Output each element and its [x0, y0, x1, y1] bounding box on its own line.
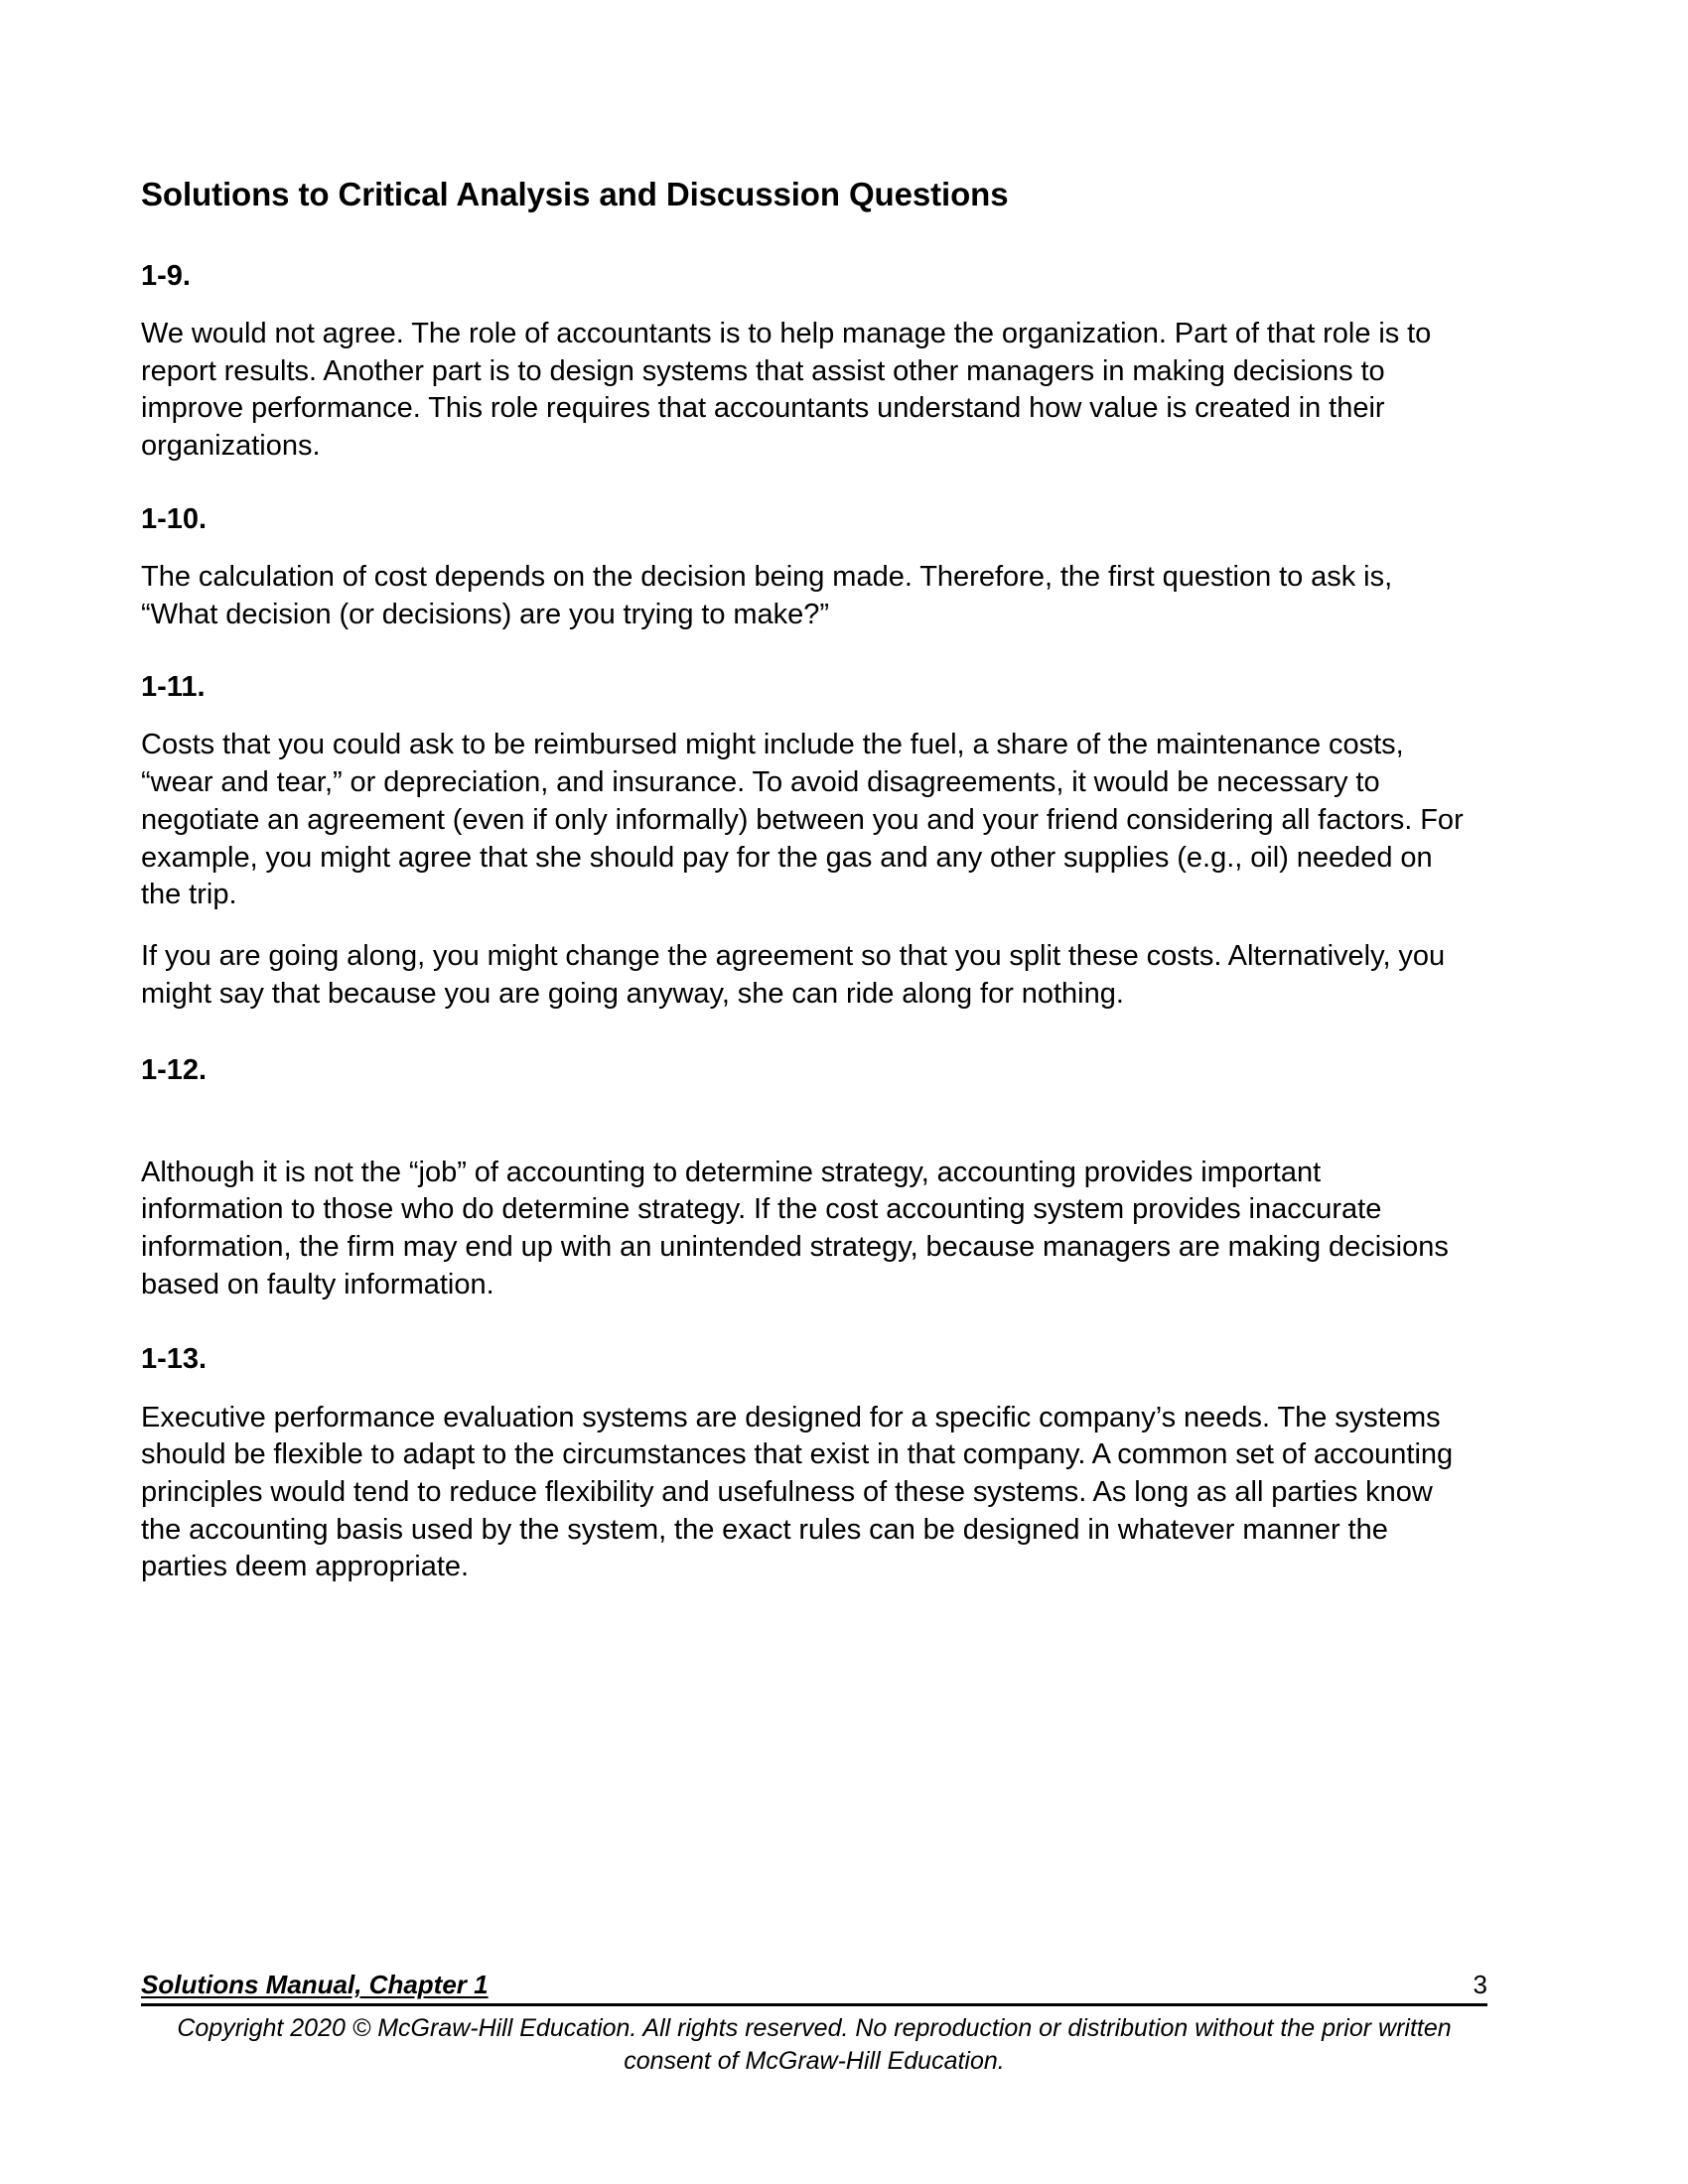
- footer-rule-line: [141, 1970, 1487, 2006]
- answer-paragraph-1-13: Executive performance evaluation systems are designed for a specific company’s needs. The systems should be flexible to adapt to the circumstances that exist in that company. A common set of accounting principles would tend to reduce flexibility and usefulness of these systems. As long as all parties know the accounting basis used by the system, the exact rules can be designed in whatever manner the parties deem appropriate.: [141, 1401, 1454, 1583]
- answer-paragraph-1-10: The calculation of cost depends on the decision being made. Therefore, the first question to ask is, “What decision (or decisions) are you trying to make?”: [141, 560, 1393, 630]
- answer-paragraph-1-11-b: If you are going along, you might change the agreement so that you split these costs. Alternatively, you might say that because you are going anyway, she can ride along for nothing.: [141, 939, 1446, 1010]
- question-number-1-9: 1-9.: [141, 259, 191, 292]
- footer-page-number: 3: [1473, 1970, 1487, 1999]
- question-number-1-10: 1-10.: [141, 502, 208, 535]
- question-section-1-13: [141, 1341, 1467, 1586]
- question-number-1-12: 1-12.: [141, 1054, 208, 1087]
- answer-paragraph-1-12: Although it is not the “job” of accounting to determine strategy, accounting provides important information to those who do determine strategy. If the cost accounting system provides inaccurate information, the firm may end up with an unintended strategy, because managers are making decisions based on faulty information.: [141, 1156, 1449, 1300]
- page-footer: [141, 1970, 1487, 2078]
- question-number-1-13: 1-13.: [141, 1343, 208, 1376]
- question-section-1-12: [141, 1052, 1467, 1303]
- document-body: [141, 175, 1467, 1622]
- answer-paragraph-1-9: We would not agree. The role of accountants is to help manage the organization. Part of that role is to report results. Another part is to design systems that assist other managers in making decisions to improve performance. This role requires that accountants understand how value is created in their organizations.: [141, 317, 1432, 462]
- footer-copyright-notice: Copyright 2020 © McGraw-Hill Education. All rights reserved. No reproduction or distribution without the prior written consent of McGraw-Hill Education.: [177, 2014, 1452, 2075]
- footer-chapter-label: Solutions Manual, Chapter 1: [141, 1970, 489, 1999]
- question-section-1-9: [141, 258, 1467, 466]
- question-section-1-11: [141, 669, 1467, 1013]
- question-section-1-10: [141, 501, 1467, 634]
- page-title: Solutions to Critical Analysis and Discussion Questions: [141, 176, 1009, 212]
- answer-paragraph-1-11-a: Costs that you could ask to be reimbursed might include the fuel, a share of the maintenance costs, “wear and tear,” or depreciation, and insurance. To avoid disagreements, it would be necessary to negotiate an agreement (even if only informally) between you and your friend considering all factors. For example, you might agree that she should pay for the gas and any other supplies (e.g., oil) needed on the trip.: [141, 729, 1464, 911]
- question-number-1-11: 1-11.: [141, 671, 206, 704]
